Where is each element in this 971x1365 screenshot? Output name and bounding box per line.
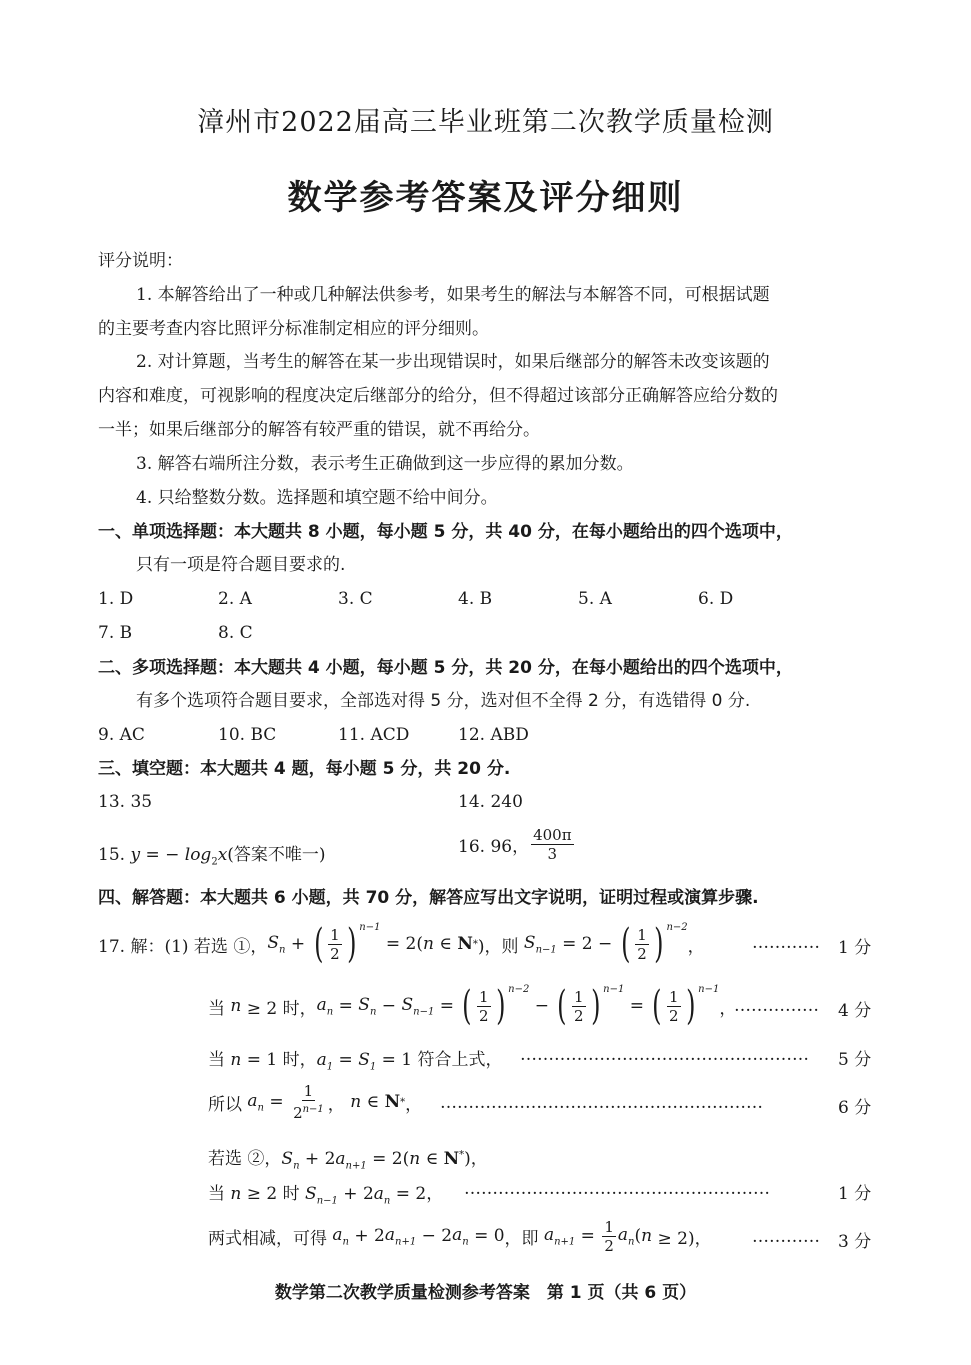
answer-10: 10. BC — [218, 725, 277, 745]
exam-title: 漳州市2022届高三毕业班第二次教学质量检测 — [197, 107, 774, 138]
score-1b: 1 分 — [838, 1184, 872, 1204]
score-3: 3 分 — [838, 1232, 872, 1252]
score-6: 6 分 — [838, 1098, 872, 1118]
q17-line-3: 当 n = 1 时，$a_1 = S_1 = 1$ 符合上式， — [208, 1050, 503, 1073]
answer-5: 5. A — [578, 589, 612, 609]
q17-line-6: 当 n ≥ 2 时 $S_{n-1} + 2a_n = 2$， — [208, 1184, 444, 1207]
answer-2: 2. A — [218, 589, 252, 609]
score-1: 1 分 — [838, 938, 872, 958]
leader-dots: …………… — [734, 996, 819, 1016]
note-1-line-1: 1. 本解答给出了一种或几种解法供参考，如果考生的解法与本解答不同，可根据试题 — [136, 285, 770, 305]
q17-line-2: 当 n ≥ 2 时， $a_n$ = $S_n$ − $S_{n-1}$ = ( $\frac{1}{2}$ ) $^{n-2}$ − ( $\frac{1}{2}$ ) $^{n-1}$ = ( $\frac{1}{2}$ ) $^{n-1}$ ， — [208, 983, 737, 1029]
document-title: 数学参考答案及评分细则 — [287, 178, 684, 218]
leader-dots: …………………………………………… — [520, 1045, 809, 1065]
section-4-heading: 四、解答题：本大题共 6 小题，共 70 分，解答应写出文字说明，证明过程或演算步骤. — [98, 888, 759, 908]
section-1-subheading: 只有一项是符合题目要求的. — [136, 555, 346, 575]
leader-dots: ………… — [752, 1227, 820, 1247]
note-3: 3. 解答右端所注分数，表示考生正确做到这一步应得的累加分数。 — [136, 454, 634, 474]
section-1-heading: 一、单项选择题：本大题共 8 小题，每小题 5 分，共 40 分，在每小题给出的四个选项中， — [98, 522, 793, 542]
section-2-subheading: 有多个选项符合题目要求，全部选对得 5 分，选对但不全得 2 分，有选错得 0 分. — [136, 691, 751, 711]
note-4: 4. 只给整数分数。选择题和填空题不给中间分。 — [136, 488, 498, 508]
notes-heading: 评分说明： — [98, 251, 183, 271]
leader-dots: ……………………………………………… — [464, 1179, 770, 1199]
note-2-line-3: 一半；如果后继部分的解答有较严重的错误，就不再给分。 — [98, 420, 540, 440]
score-4: 4 分 — [838, 1001, 872, 1021]
note-2-line-1: 2. 对计算题，当考生的解答在某一步出现错误时，如果后继部分的解答未改变该题的 — [136, 352, 770, 372]
note-1-line-2: 的主要考查内容比照评分标准制定相应的评分细则。 — [98, 319, 489, 339]
leader-dots: ………… — [752, 933, 820, 953]
answer-16: 16. 96， $\frac{400\pi}{3}$ — [458, 826, 572, 863]
q17-line-5: 若选 ②，$S_n + 2a_{n+1} = 2(n$ ∈ N*)， — [208, 1149, 488, 1172]
answer-7: 7. B — [98, 623, 133, 643]
answer-14: 14. 240 — [458, 792, 523, 812]
answer-9: 9. AC — [98, 725, 145, 745]
answer-6: 6. D — [698, 589, 734, 609]
page-footer: 数学第二次教学质量检测参考答案 第 1 页（共 6 页） — [274, 1283, 697, 1303]
answer-13: 13. 35 — [98, 792, 153, 812]
answer-4: 4. B — [458, 589, 493, 609]
answer-11: 11. ACD — [338, 725, 410, 745]
q17-line-7: 两式相减，可得 $a_n$ + 2 $a_{n+1}$ − 2 $a_n$ = 0 ，即 $a_{n+1}$ = $\frac{1}{2}$ $a_n$ ( n ≥ 2)， — [208, 1217, 712, 1255]
answer-15: 15. y = − $\log_2x$(答案不唯一) — [98, 845, 326, 868]
answer-1: 1. D — [98, 589, 134, 609]
section-2-heading: 二、多项选择题：本大题共 4 小题，每小题 5 分，共 20 分，在每小题给出的四个选项中， — [98, 658, 793, 678]
q17-line-4: 所以 $a_n$ = $\frac{1}{2^{n-1}}$ ， n ∈ N * ， — [208, 1082, 423, 1122]
answer-3: 3. C — [338, 589, 373, 609]
q17-line-1: 17. 解：(1) 若选 ①， $S_n$ + ( $\frac{1}{2}$ ) $^{n-1}$ = 2( n ∈ N * )，则 $S_{n-1}$ = 2 − ( $\frac{1}{2}$ ) $^{n-2}$ ， — [98, 921, 705, 967]
answer-12: 12. ABD — [458, 725, 529, 745]
leader-dots: ………………………………………………… — [440, 1093, 763, 1113]
section-3-heading: 三、填空题：本大题共 4 题，每小题 5 分，共 20 分. — [98, 759, 511, 779]
fraction: $\frac{400\pi}{3}$ — [533, 826, 572, 863]
note-2-line-2: 内容和难度，可视影响的程度决定后继部分的给分，但不得超过该部分正确解答应给分数的 — [98, 386, 778, 406]
score-5: 5 分 — [838, 1050, 872, 1070]
answer-8: 8. C — [218, 623, 253, 643]
